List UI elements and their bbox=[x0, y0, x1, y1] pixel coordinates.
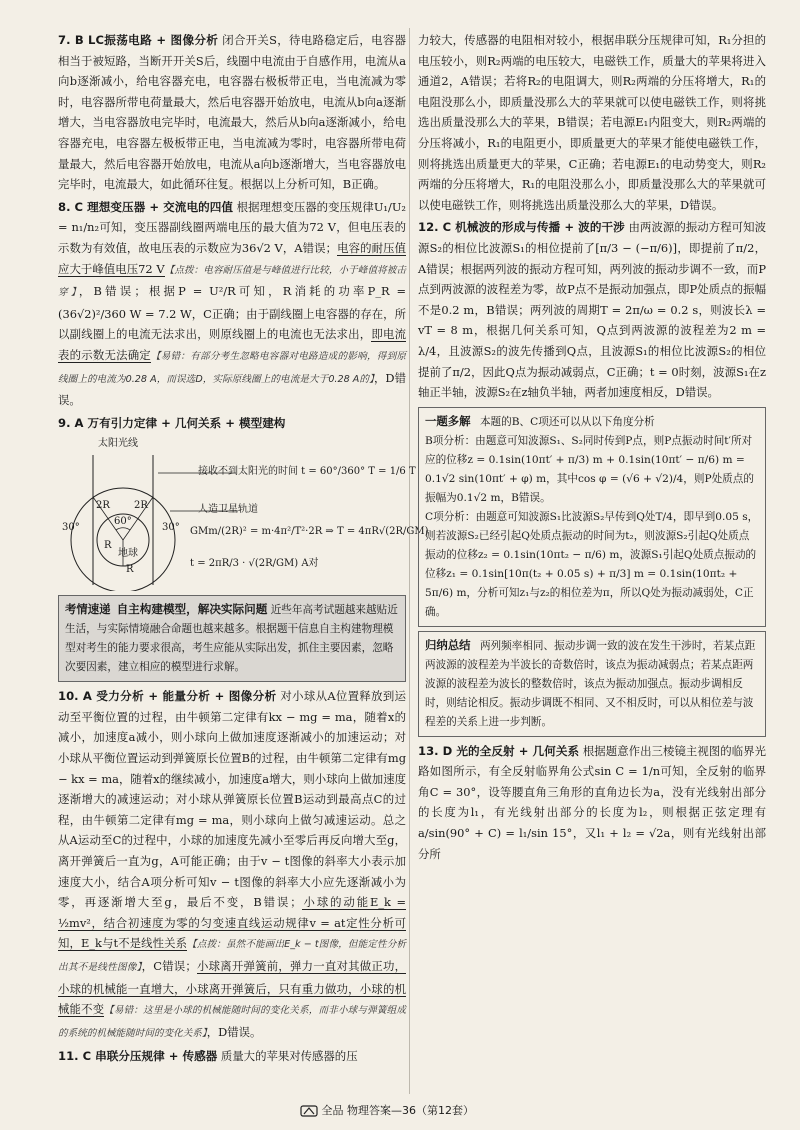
length-2r-right: 2R bbox=[134, 500, 148, 512]
footer-brand: 全品 bbox=[321, 1104, 344, 1117]
q8-paragraph bbox=[58, 197, 406, 411]
multi-solution-title: 一题多解 bbox=[425, 413, 471, 428]
earth-label: 地球 bbox=[118, 548, 138, 560]
orbit-label: 人造卫星轨道 bbox=[198, 504, 258, 516]
angle-left: 30° bbox=[62, 522, 80, 534]
left-column bbox=[58, 30, 429, 1069]
brand-logo-icon bbox=[300, 1104, 318, 1118]
summary-text: 两列频率相同、振动步调一致的波在发生干涉时，若某点距两波源的波程差为半波长的奇数倍时，该点为振动减弱点；若某点距两波源的波程差为波长的整数倍时，该点为振动加强点。振动步调相反时，则结论相反。振动步调既不相同、又不相反时，可以从相位差与波程差的关系上进一步判断。 bbox=[425, 639, 756, 728]
page-footer bbox=[300, 1100, 520, 1122]
q10-underline-2: 小球离开弹簧前，弹力一直对其做正功，小球的机械能一直增大，小球离开弹簧后，只有重力做功，小球的机械能不变 bbox=[58, 959, 406, 1017]
angle-arc bbox=[116, 528, 130, 530]
q10-tail: ，D错误。 bbox=[206, 1024, 262, 1039]
q10-paragraph bbox=[58, 686, 406, 1044]
multi-solution-intro: 本题的B、C项还可以从以下角度分析 bbox=[479, 415, 655, 428]
length-2r-left: 2R bbox=[96, 500, 110, 512]
time-label: 接收不到太阳光的时间 t = 60°/360° T = 1/6 T bbox=[198, 466, 416, 478]
q7-heading: 7. B LC振荡电路 + 图像分析 bbox=[58, 33, 219, 47]
q9-heading: 9. A 万有引力定律 + 几何关系 + 模型建构 bbox=[58, 415, 286, 430]
q11-paragraph bbox=[58, 1046, 406, 1067]
q10-note-2: 【易错：这里是小球的机械能随时间的变化关系，而非小球与弹簧组成的系统的机械能随时间的变化关系】 bbox=[58, 1005, 406, 1039]
q8-note-2: 【易错：有部分考生忽略电容器对电路造成的影响，得到原线圈上的电流为0.28 A，而误选D，实际原线圈上的电流是大于0.28 A的】 bbox=[58, 350, 406, 385]
q8-note-1: 【点拨：电容耐压值是与峰值进行比较，小于峰值将被击穿】 bbox=[58, 264, 407, 299]
q8-underline-2: 即电流表的示数无法确定 bbox=[58, 327, 406, 362]
q13-paragraph bbox=[418, 741, 766, 865]
earth-radius-label: R bbox=[126, 564, 134, 576]
multi-solution-box bbox=[418, 407, 766, 627]
q12-text: 由两波源的振动方程可知波源S₂的相位比波源S₁的相位提前了[π/3 − (−π/6)]，即提前了π/2，A错误；根据两列波的振动方程可知，两列波的振动步调不一致，而P点到两波源的波程差为零，故P点不是振动加强点，即P处质点的振幅不是0.2 m，B错误；两列波的周期T = 2π/ω = 0.2 s，则波长λ = vT = 8 m，根据几何关系可知，Q点到两波源的波程差为2 m = λ/4，且波源S₂的波先传播到Q点，且波源S₁的相位比波源S₂的相位提前了π/2，因此Q点为振动减弱点，C正确；t = 0时刻，波源S₁在z轴正半轴，波源S₂在z轴负半轴，两者加速度相反，D错误。 bbox=[418, 220, 766, 400]
q7-paragraph bbox=[58, 30, 406, 195]
q10-mid: ，C错误； bbox=[141, 959, 197, 973]
q11-continued: 力较大，传感器的电阻相对较小，根据串联分压规律可知，R₁分担的电压较小，则R₂两端的电压较大，电磁铁工作，质量大的苹果将进入通道2，A错误；若将R₂的电阻调大，则R₂两端的分压将增大，R₁的电阻没那么小，即质量没那么大的苹果就可以使电磁铁工作，则将挑选出质量没那么大的苹果，B错误；若电源E₁内阻变大，则R₂两端的分压将减小，R₁的电阻更小，即质量更大的苹果才能使电磁铁工作，则将挑选出质量更大的苹果，C正确；若电源E₁的电动势变大，则R₂两端的分压将增大，R₁的电阻没那么小，即质量没那么大的苹果就可以使电磁铁工作，则将挑选出质量没那么大的苹果，D错误。 bbox=[418, 33, 766, 212]
exam-insight-box bbox=[58, 595, 406, 682]
q10-underline-1: 小球的动能E_k = ½mv²，结合初速度为零的匀变速直线运动规律v = at定性分析可知，E_k与t不是线性关系 bbox=[58, 895, 406, 951]
q13-heading: 13. D 光的全反射 + 几何关系 bbox=[418, 743, 580, 758]
sunlight-label: 太阳光线 bbox=[98, 438, 138, 450]
q8-text-2: ，B错误；根据P = U²/R可知，R消耗的功率P_R = (36√2)²/360 W = 7.2 W，C正确；由于副线圈上电容器的存在，所以副线圈上的电流无法求出，则原线圈上的电流也无法求出， bbox=[58, 284, 406, 342]
q13-text: 根据题意作出三棱镜主视图的临界光路如图所示，有全反射临界角公式sin C = 1/n可知，全反射的临界角C = 30°，设等腰直角三角形的直角边长为a，没有光线射出部分的长度为l₁，有光线射出部分的长度为l₂，则根据正弦定理有a/sin(90° + C) = l₁/sin 15°，又l₁ + l₂ = √2a，则有光线射出部分所 bbox=[418, 743, 766, 861]
period-equation: GMm/(2R)² = m·4π²/T²·2R ⇒ T = 4πR√(2R/GM) bbox=[190, 526, 429, 538]
q8-tail: ，D错误。 bbox=[58, 370, 406, 408]
angle-right: 30° bbox=[162, 522, 180, 534]
exam-insight-title: 考情速递 bbox=[65, 602, 111, 617]
summary-title: 归纳总结 bbox=[425, 637, 471, 652]
q8-underline-1: 电容的耐压值应大于峰值电压72 V bbox=[58, 240, 406, 276]
earth-label-r: R bbox=[104, 540, 112, 552]
satellite-figure bbox=[58, 435, 429, 591]
q12-heading: 12. C 机械波的形成与传播 + 波的干涉 bbox=[418, 220, 625, 235]
q12-paragraph bbox=[418, 217, 766, 402]
q8-text-1: 根据理想变压器的变压规律U₁/U₂ = n₁/n₂可知，变压器副线圈两端电压的最大值为72 V，但电压表的示数为有效值，故电压表的示数应为36√2 V，A错误； bbox=[58, 199, 407, 255]
exam-insight-text: 近些年高考试题越来越贴近生活，与实际情境融合命题也越来越多。根据题干信息自主构建物理模型对考生的能力要求很高，考生应能从实际出发，抓住主要因素，忽略次要因素，建立相应的模型进行求解。 bbox=[65, 604, 398, 674]
time-result: t = 2πR/3 · √(2R/GM) A对 bbox=[190, 558, 319, 570]
q11-start: 质量大的苹果对传感器的压 bbox=[220, 1049, 358, 1064]
q10-note-1: 【点拨：虽然不能画出E_k − t图像，但能定性分析出其不是线性图像】 bbox=[58, 939, 406, 973]
q10-text: 对小球从A位置释放到运动至平衡位置的过程，由牛顿第二定律有kx − mg = ma，随着x的减小，加速度a减小，则小球向上做加速度逐渐减小的加速运动；对小球从平衡位置运动到弹簧原长位置B的过程，由牛顿第二定律有mg − kx = ma，随着x的继续减小，加速度a增大，则小球向上做加速度逐渐增大的减速运动；对小球从弹簧原长位置B运动到最高点C的过程，由牛顿第二定律有mg = ma，则小球向上做匀减速运动。总之从A运动至C的过程中，小球的加速度先减小至零后再反向增大至g，离开弹簧后一直为g，A可能正确；由于v − t图像的斜率大小表示加速度大小，结合A项分析可知v − t图像的斜率大小应先逐渐减小为零，再逐渐增大至g，最后不变，B错误； bbox=[58, 689, 406, 910]
q10-heading: 10. A 受力分析 + 能量分析 + 图像分析 bbox=[58, 689, 277, 704]
multi-solution-c: C项分析：由题意可知波源S₁比波源S₂早传到Q处T/4，即早到0.05 s，则若波源S₂已经引起Q处质点振动的时间为t₂，则波源S₂引起Q处质点振动的位移z₂ = 0.1sin(10πt₂ − π/6) m，波源S₁引起Q处质点振动的位移z₁ = 0.1sin[10π(t₂ + 0.05 s) + π/3] m = 0.1sin(10πt₂ + 5π/6) m，分析可知z₁与z₂的相位差为π，所以Q处为振动减弱处，C正确。 bbox=[425, 510, 759, 618]
q11-heading: 11. C 串联分压规律 + 传感器 bbox=[58, 1049, 218, 1064]
summary-box bbox=[418, 631, 766, 737]
q8-heading: 8. C 理想变压器 + 交流电的四值 bbox=[58, 199, 233, 214]
angle-center: 60° bbox=[114, 516, 132, 528]
q9-paragraph bbox=[58, 413, 406, 434]
footer-page-label: 物理答案—36（第12套） bbox=[347, 1104, 474, 1117]
column-divider bbox=[409, 28, 410, 1094]
right-column bbox=[418, 30, 766, 866]
exam-insight-subtitle: 自主构建模型，解决实际问题 bbox=[116, 602, 268, 617]
multi-solution-b: B项分析：由题意可知波源S₁、S₂同时传到P点，则P点振动时间t′所对应的位移z = 0.1sin(10πt′ + π/3) m + 0.1sin(10πt′ − π/6) m = 0.1√2 sin(10πt′ + φ) m，其中cos φ = (√6 + √2)/4，则P处质点的振幅为0.1√2 m，B错误。 bbox=[425, 434, 754, 504]
q7-text: 闭合开关S，待电路稳定后，电容器相当于被短路，当断开开关S后，线圈中电流由于自感作用，电流从a向b逐渐减小，给电容器充电，电容器右极板带正电，当电流减为零时，电容器所带电荷量最大，然后电容器开始放电，电流从b向a逐渐增大，当电容器放电完毕时，电流最大，然后从b向a逐渐减小，给电容器充电，电容器左极板带正电，当电流减为零时，电容器所带电荷量最大，然后电容器开始放电，电流从a向b逐渐增大，当电容器放电完毕时，电流最大，如此循环往复。根据以上分析可知，B正确。 bbox=[58, 33, 406, 192]
